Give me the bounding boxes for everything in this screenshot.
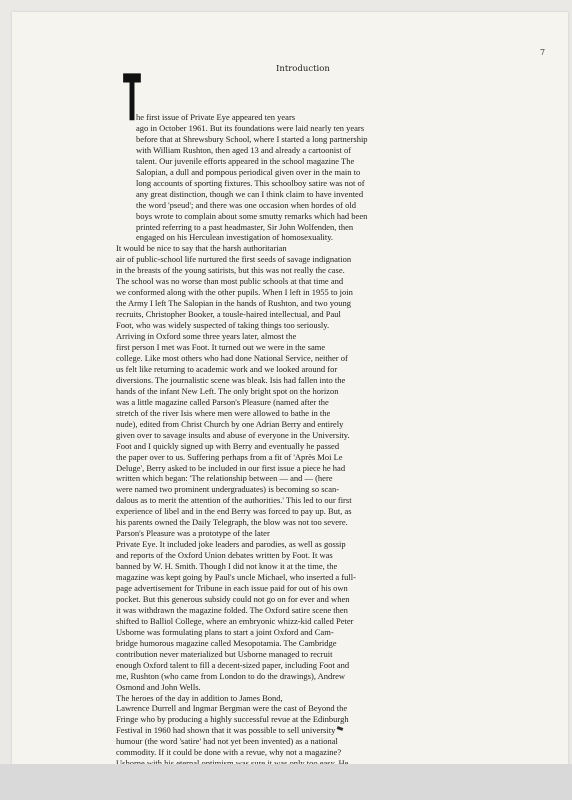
- text-line: experience of libel and in the end Berry was forced to pay up. But, as: [116, 506, 352, 517]
- text-line: first person I met was Foot. It turned out we were in the same: [116, 342, 326, 353]
- text-line: talent. Our juvenile efforts appeared in the school magazine The: [136, 155, 355, 166]
- paragraph: [56, 528, 356, 692]
- text-line: it was withdrawn the magazine folded. The Oxford satire scene then: [116, 604, 348, 615]
- paragraph: [56, 112, 368, 243]
- text-line: Festival in 1960 had shown that it was possible to sell university: [116, 725, 336, 736]
- paragraph: [56, 243, 353, 331]
- text-line: It would be nice to say that the harsh authoritarian: [116, 243, 287, 254]
- text-line: diversions. The journalistic scene was bleak. Isis had fallen into the: [116, 374, 346, 385]
- text-line: printed referring to a past headmaster, Sir John Wolfenden, then: [136, 221, 354, 232]
- text-line: stretch of the river Isis where men were allowed to bathe in the: [116, 407, 331, 418]
- text-line: commodity. If it could be done with a revue, why not a magazine?: [116, 747, 342, 758]
- text-line: nude), edited from Christ Church by one Adrian Berry and entirely: [116, 418, 344, 429]
- text-line: the word 'pseud'; and there was one occasion when hordes of old: [136, 199, 356, 210]
- text-line: The heroes of the day in addition to James Bond,: [116, 692, 283, 703]
- svg-text:T: T: [123, 62, 142, 136]
- text-line: Deluge', Berry asked to be included in our first issue a piece he had: [116, 462, 346, 473]
- text-line: Osmond and John Wells.: [116, 681, 201, 692]
- scan-bottom-margin: [0, 764, 572, 800]
- text-line: Private Eye. It included joke leaders and parodies, as well as gossip: [116, 539, 346, 550]
- text-line: Foot and I quickly signed up with Berry and eventually he passed: [116, 440, 340, 451]
- text-line: hands of the infant New Left. The only bright spot on the horizon: [116, 385, 339, 396]
- text-line: humour (the word 'satire' had not yet been invented) as a national: [116, 736, 338, 747]
- text-line: page advertisement for Tribune in each issue paid for out of his own: [116, 582, 348, 593]
- text-line: in the breasts of the young satirists, but this was not really the case.: [116, 265, 345, 276]
- text-line: Arriving in Oxford some three years later, almost the: [116, 331, 297, 342]
- text-line: Parson's Pleasure was a prototype of the later: [116, 528, 270, 539]
- text-line: were named two prominent undergraduates) is becoming so scan-: [116, 484, 340, 495]
- text-line: enough Oxford talent to fill a decent-sized paper, including Foot and: [116, 659, 350, 670]
- text-line: shifted to Balliol College, where an embryonic whizz-kid called Peter: [116, 615, 354, 626]
- text-line: any great distinction, though we can I think claim to have invented: [136, 188, 364, 199]
- text-line: Usborne was formulating plans to start a joint Oxford and Cam-: [116, 626, 334, 637]
- text-line: we conformed along with the other pupils. When I left in 1955 to join: [116, 287, 353, 298]
- text-line: boys wrote to complain about some smutty remarks which had been: [136, 210, 368, 221]
- text-line: us felt like returning to academic work and we looked around for: [116, 363, 338, 374]
- text-line: The school was no worse than most public schools at that time and: [116, 276, 344, 287]
- text-line: contribution never materialized but Usborne managed to recruit: [116, 648, 333, 659]
- text-line: his parents owned the Daily Telegraph, the blow was not too severe.: [116, 517, 348, 528]
- text-line: recruits, Christopher Booker, a tousle-haired intellectual, and Paul: [116, 309, 341, 320]
- text-line: was a little magazine called Parson's Pleasure (named after the: [116, 396, 329, 407]
- text-line: the paper over to us. Suffering perhaps from a fit of 'Après Moi Le: [116, 451, 343, 462]
- text-line: before that at Shrewsbury School, where I started a long partnership: [136, 133, 368, 144]
- text-line: pocket. But this generous subsidy could not go on for ever and when: [116, 593, 350, 604]
- text-line: engaged on his Herculean investigation of homosexuality.: [136, 232, 334, 243]
- text-line: air of public-school life nurtured the first seeds of savage indignation: [116, 254, 352, 265]
- ink-mark: [337, 726, 344, 731]
- text-line: me, Rushton (who came from London to do the drawings), Andrew: [116, 670, 345, 681]
- text-line: long accounts of sporting fixtures. This schoolboy satire was not of: [136, 177, 365, 188]
- text-line: with William Rushton, then aged 13 and already a cartoonist of: [136, 144, 352, 155]
- text-line: Foot, who was widely suspected of taking things too seriously.: [116, 320, 330, 331]
- text-line: he first issue of Private Eye appeared ten years: [136, 112, 296, 122]
- paragraph: [56, 331, 352, 528]
- book-page: [12, 12, 568, 764]
- body-text: [56, 112, 368, 780]
- running-head: Introduction: [276, 64, 330, 74]
- text-line: Salopian, a dull and pompous periodical given over in the main to: [136, 166, 361, 177]
- text-line: and reports of the Oxford Union debates written by Foot. It was: [116, 550, 333, 561]
- text-line: given over to savage insults and abuse of everyone in the University.: [116, 429, 350, 440]
- text-line: ago in October 1961. But its foundations were laid nearly ten years: [136, 122, 365, 133]
- text-line: Fringe who by producing a highly successful revue at the Edinburgh: [116, 714, 349, 725]
- text-line: dalous as to merit the attention of the authorities.' This led to our first: [116, 495, 352, 506]
- page-number: 7: [540, 48, 546, 57]
- text-line: Lawrence Durrell and Ingmar Bergman were the cast of Beyond the: [116, 703, 348, 714]
- text-line: written which began: 'The relationship between — and — (here: [116, 473, 333, 484]
- text-line: bridge humorous magazine called Mesopotamia. The Cambridge: [116, 637, 337, 648]
- text-line: the Army I left The Salopian in the hands of Rushton, and two young: [116, 298, 351, 309]
- text-line: banned by W. H. Smith. Though I did not know it at the time, the: [116, 561, 338, 572]
- text-line: magazine was kept going by Paul's uncle Michael, who inserted a full-: [116, 572, 356, 583]
- text-line: college. Like most others who had done National Service, neither of: [116, 352, 348, 363]
